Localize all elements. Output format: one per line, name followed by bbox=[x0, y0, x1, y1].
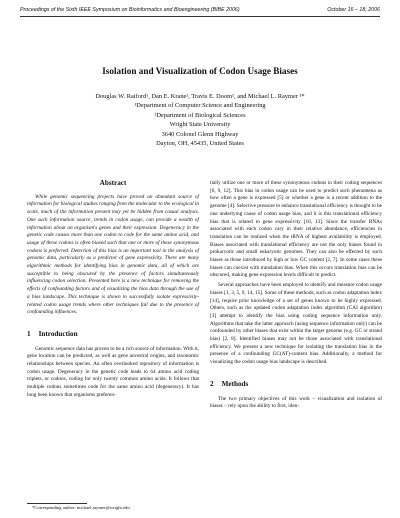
left-column bbox=[27, 180, 199, 400]
section-title: Methods bbox=[221, 379, 249, 388]
affiliation-2: ²Department of Biological Sciences bbox=[154, 111, 246, 119]
corresponding-author-footnote: *Corresponding author: michael.raymer@wright.edu bbox=[32, 505, 130, 510]
city-address: Dayton, OH, 45435, United States bbox=[156, 140, 244, 148]
section-number: 1 bbox=[27, 329, 31, 338]
section-title: Introduction bbox=[38, 329, 78, 338]
body-paragraph-2: Several approaches have been employed to identify and measure codon usage biases [1, 3, 5, 9, 14, 15]. Some of these methods, such as codon adaptation index [14], require prior knowledge of a set of genes known to be highly expressed. Others, such as the updated codon adaptation index algorithm (CAI algorithm) [3] attempt to identify the bias using coding sequence information only. Algorithms that take the latter approach (using sequence information only) can be confounded by other biases that exist within the target genome (e.g. GC or strand bias) [2, 8]. Identified biases may not be those associated with translational efficiency. We present a new technique for isolating the translation bias in the presence of a confounding GC(AT)-content bias. Additionally, a method for visualizing the codon usage bias landscape is described. bbox=[210, 282, 382, 366]
running-header-right: October 16 – 18, 2006 bbox=[327, 7, 380, 13]
introduction-paragraph: Genomic sequence data has proven to be a rich source of information. With it, gene location can be predicted, as well as gene ancestral origins, and taxonomic relationships between species. An often overlooked repository of information is codon usage. Degeneracy in the genetic code leads to 64 amino acid coding triplets, or codons, coding for only twenty common amino acids. It follows that multiple codons sometimes code for the same amino acid (degeneracy). It has long been known that organisms preferen- bbox=[27, 345, 199, 398]
section-heading-methods bbox=[210, 381, 382, 389]
running-header-left: Proceedings of the Sixth IEEE Symposium on Bioinformatics and Bioengineering (BIBE 2006) bbox=[20, 7, 240, 13]
header-divider bbox=[20, 16, 380, 17]
abstract-text: While genomic sequencing projects have proved an abundant source of information for biological studies ranging from the molecular to the ecological in scale, much of the information present may yet be hidden from casual analysis. One such information source, trends in codon usage, can provide a wealth of information about an organism's genes and their expression. Degeneracy in the genetic code causes more than one codon to code for the same amino acid, and usage of these codons is often biased such that one or more of these synonymous codons is preferred. Detection of this bias is an important tool in the analysis of genomic data, particularly as a predictor of gene expressivity. There are many algorithmic methods for identifying bias in genomic data, all of which are susceptible to being obscured by the presence of factors simultaneously influencing codon selection. Presented here is a new technique for removing the effects of confounding factors and of visualizing the bias data through the use of a bias landscape. This technique is shown to successfully isolate expressivity-related codon usage trends where other techniques fail due to the presence of confounding influences. bbox=[27, 193, 199, 316]
university: Wright State University bbox=[169, 121, 231, 129]
abstract-heading: Abstract bbox=[99, 179, 127, 187]
street-address: 3640 Colonel Glenn Highway bbox=[161, 130, 239, 138]
author-block bbox=[0, 92, 400, 148]
methods-paragraph: The two primary objectives of this work – visualization and isolation of biases – rely upon the ability to first, iden- bbox=[210, 395, 382, 410]
body-paragraph-1: tially utilize one or more of these synonymous codons in their coding sequences [6, 9, 12]. This bias in codon usage can be used to predict such phenomena as how often a gene is expressed [5] or whether a gene is a recent addition to the genome [4]. Selective pressure to enhance translational efficiency is thought to be one underlying cause of codon usage bias, and it is this translational efficiency bias that is related to gene expressivity [10, 13]. Since the transfer RNAs associated with each codon vary in their relative abundance, efficiencies in translation can be realized when the tRNA of highest availability is employed. Biases associated with translational efficiency are not the only biases found in prokaryotic and small eukaryotic genomes. They can also be effected by such biases as those introduced by high or low GC content [2, 7]. In some cases these biases can coexist with translation bias. When this occurs translation bias can be obscured, making gene expression levels difficult to predict. bbox=[210, 180, 382, 279]
paper-title: Isolation and Visualization of Codon Usage Biases bbox=[102, 66, 298, 76]
section-number: 2 bbox=[210, 379, 214, 388]
author-names: Douglas W. Raiford¹, Dan E. Krane², Travis E. Doom¹, and Michael L. Raymer ¹* bbox=[95, 93, 305, 100]
section-heading-introduction bbox=[27, 331, 199, 339]
footnote-divider bbox=[27, 503, 87, 504]
right-column bbox=[210, 180, 382, 411]
affiliation-1: ¹Department of Computer Science and Engineering bbox=[134, 102, 266, 110]
